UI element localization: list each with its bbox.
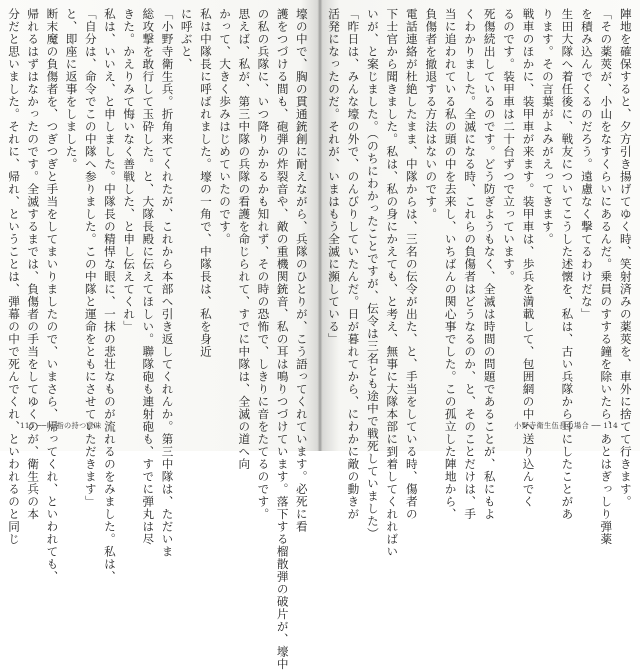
text-column: 生田大隊へ着任後に、戦友についてこうした述懐を、私は、古い兵隊から耳にしたことがあ	[560, 8, 575, 521]
text-column: 帰れるはずはなかったのです。全滅するまでは、負傷者の手当をしてゆくのが、衛生兵の本	[26, 8, 41, 521]
text-column: 「その薬莢が、小山をなすくらいにあるんだ。乗員のすする鐘を除いたら、あとはぎっしり弾薬	[599, 8, 614, 546]
text-column: を積み込んでくるのだろう。遠慮なく撃てるわけだな」	[579, 8, 594, 321]
text-column: 分だと思いました。それに、帰れ、ということは、弾幕の中で死んでくれ、といわれるのと同じ	[7, 8, 21, 546]
text-column: ります。その言葉がよみがえってきます。	[540, 8, 555, 246]
text-column: いが、と案じました。（のちにわかったことですが、伝令は三名とも途中で戦死していました）	[365, 8, 380, 540]
text-column: に呼ぶと、	[179, 8, 194, 71]
text-column: かって、大きく歩みはじめていたのです。	[218, 8, 233, 246]
left-page	[7, 8, 309, 671]
text-column: 電話連絡が杜絶したまま、中隊からは、三名の伝令が出た、と、手当をしている時、傷者の	[404, 8, 419, 521]
text-column: 総攻撃を敢行して玉砕した。と、大隊長殿に伝えてほしい。聯隊砲も連射砲も、すでに弾丸は尽	[141, 8, 156, 546]
text-column: きた。かえりみて悔いなく善戦した、と申し伝えてくれ」	[122, 8, 137, 333]
right-page-folio: 小野寺衛生伍長の場合 ── 114	[514, 421, 618, 430]
text-column: 下士官から聞きました。私は、私の身にかえても、と考え、無事に大隊本部に到着してくれればい	[385, 8, 400, 558]
text-column: 死傷続出しているのです。どう防ぎようもなく、全滅は時間の問題であることが、私にもよ	[482, 8, 497, 521]
text-column: 負傷者を撤退する方法はないのです。	[424, 8, 439, 221]
text-column: 私は、いいえ、と申しました。中隊長の精悍な眼に、一抹の悲壮なものが流れるのをみました。私は、	[102, 8, 117, 583]
right-page	[327, 8, 633, 558]
text-column: 「自分は、命令でこの中隊へ参りました。この中隊と運命をともにさせていただきます」	[83, 8, 98, 508]
text-column: 護をつづける間も、砲弾の炸裂音や、敵の重機関銃音、私の耳は鳴りつづけています。落下する榴散弾の破片が、壕中	[275, 8, 290, 671]
text-column: るのです。装甲車は二十台ずつで立っています。	[502, 8, 517, 283]
text-column: 私は中隊長に呼ばれました。壕の一角で、中隊長は、私を身近	[198, 8, 213, 358]
left-page-folio: 115 ── 小指の持つ意味	[20, 421, 102, 430]
text-column: 戦車のほかに、装甲車が来ます。装甲車は、歩兵を満載して、包囲網の中へ送り込んでく	[521, 8, 536, 508]
text-column: 陣地を確保すると、夕方引き揚げてゆく時、笑射済みの薬莢を、車外に捨てて行きます。	[618, 8, 633, 508]
text-column: と、即座に返事をしました。	[64, 8, 79, 171]
text-column: の私の兵隊に、いつ降りかかるかも知れず、その時の恐怖で、しきりに音をたてるのです。	[256, 8, 271, 521]
text-column: くわかりました。全滅になる時、これらの負傷者はどうなるのか、と、そのことだけは、手	[463, 8, 478, 521]
text-column: 当に追われている私の頭の中を去来し、いちばんの関心事でした。この孤立した陣地から、	[443, 8, 458, 521]
text-column: 「小野寺衛生兵。折角来てくれたが、これから本部へ引き返してくれんか。第三中隊は、ただいま	[160, 8, 175, 558]
text-column: 壕の中で、胸の貫通銃創に耐えながら、兵隊のひとりが、こう語ってくれています。必死に看	[294, 8, 309, 533]
text-column: 思えば、私が、第三中隊の兵隊の看護を命じられて、すでに中隊は、全滅の道へ向	[237, 8, 252, 471]
text-column: 「昨日は、みんな壕の外で、のんびりしていたんだ。日が暮れてから、にわかに敵の動きが	[346, 8, 361, 521]
text-column: 断末魔の負傷者を、つぎつぎと手当をしてまいりましたので、いまさら、帰ってくれ、といわれても、	[45, 8, 60, 583]
text-column: 活発になったのだ。それが、いまはもう全滅に瀕している」	[327, 8, 341, 346]
